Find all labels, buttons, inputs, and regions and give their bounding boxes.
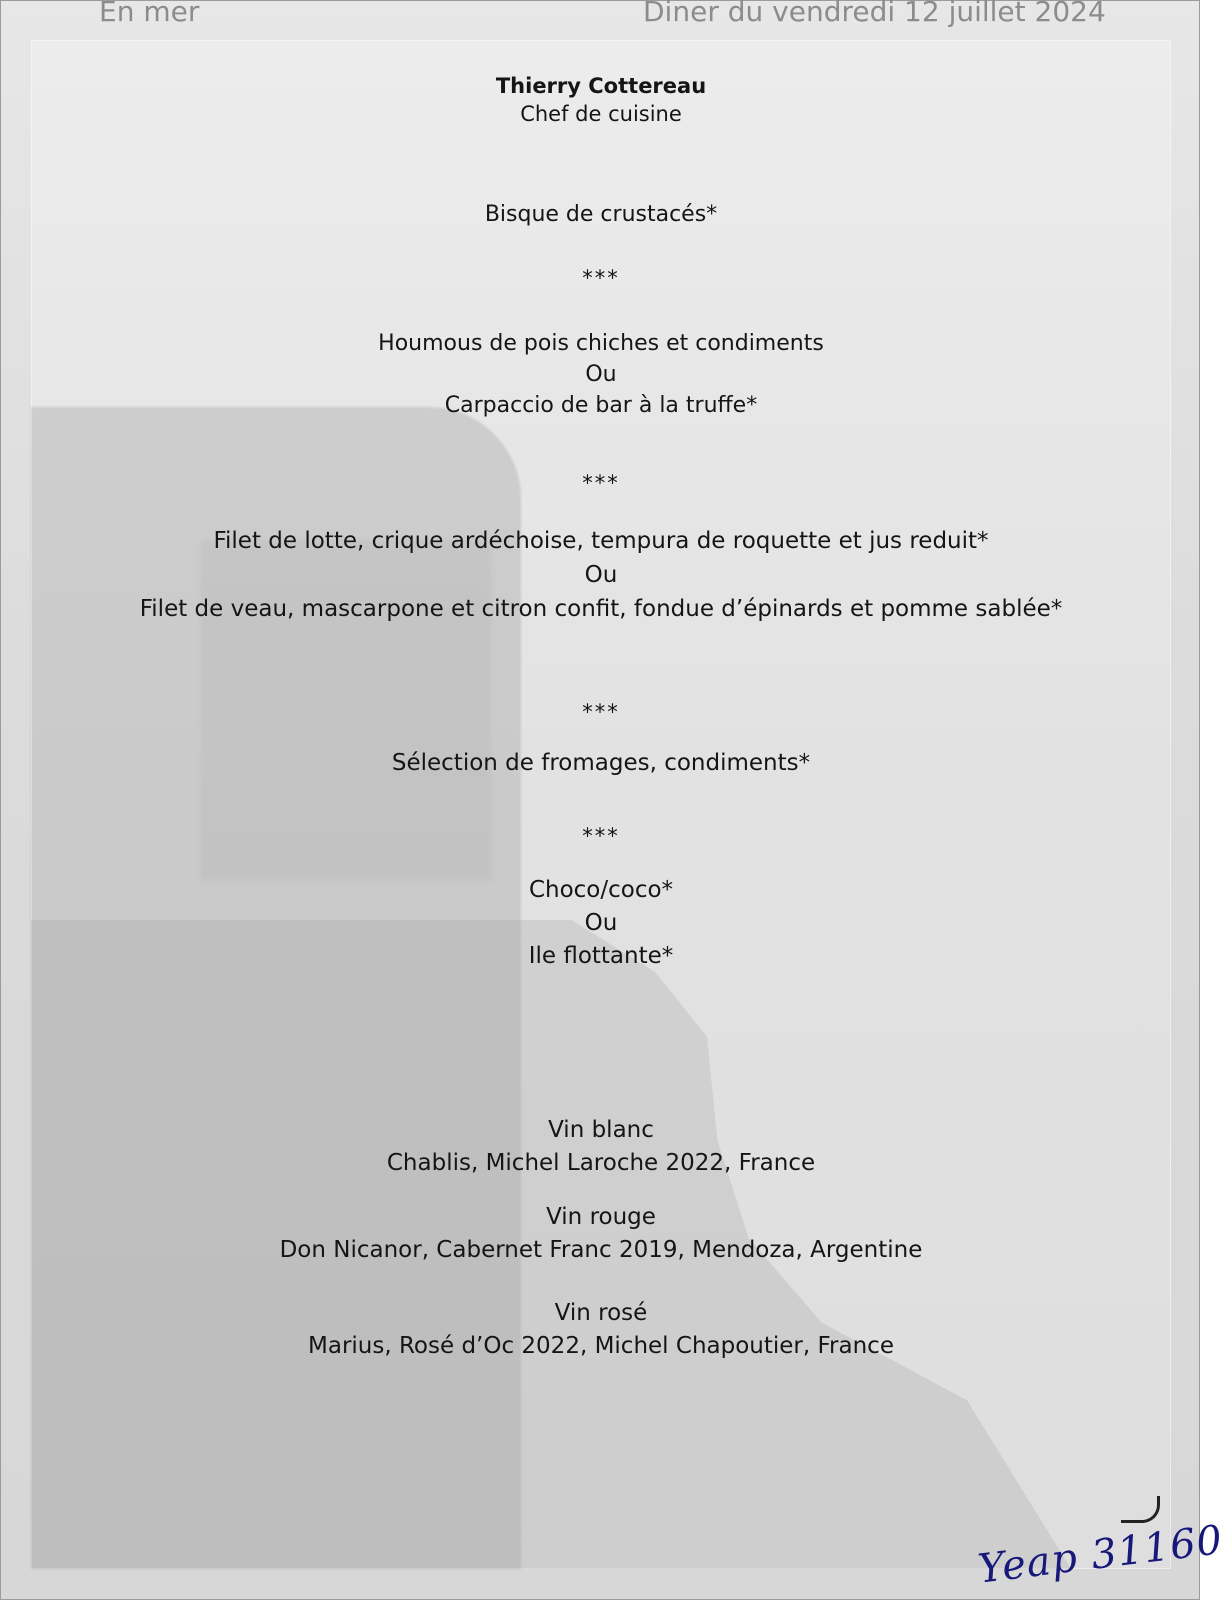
cheese-item: Sélection de fromages, condiments*	[391, 750, 811, 776]
menu-page	[31, 40, 1171, 1569]
appetizer-option-2: Carpaccio de bar à la truffe*	[444, 393, 758, 418]
red-wine-detail: Don Nicanor, Cabernet Franc 2019, Mendoza, Argentine	[279, 1237, 923, 1263]
main-option-2: Filet de veau, mascarpone et citron confit, fondue d’épinards et pomme sablée*	[139, 596, 1063, 622]
main-or: Ou	[584, 562, 618, 588]
main-option-1: Filet de lotte, crique ardéchoise, tempura de roquette et jus reduit*	[213, 528, 989, 554]
white-wine-title: Vin blanc	[548, 1117, 654, 1143]
appetizer-or: Ou	[585, 362, 617, 387]
dessert-or: Ou	[584, 910, 618, 936]
chef-name: Thierry Cottereau	[495, 74, 707, 98]
top-left-text: En mer	[99, 0, 200, 28]
top-right-text: Diner du vendredi 12 juillet 2024	[643, 0, 1106, 28]
rose-wine-title: Vin rosé	[554, 1300, 648, 1326]
dessert-option-2: Ile flottante*	[528, 943, 674, 969]
white-wine-detail: Chablis, Michel Laroche 2022, France	[386, 1150, 816, 1176]
dessert-option-1: Choco/coco*	[528, 877, 674, 903]
course-separator-3: ***	[582, 700, 620, 724]
chef-role: Chef de cuisine	[520, 102, 682, 126]
course-separator-1: ***	[582, 266, 620, 290]
photographer-watermark: Yeap 31160	[975, 1517, 1225, 1593]
menu-content	[31, 40, 1171, 1569]
red-wine-title: Vin rouge	[546, 1204, 656, 1230]
appetizer-option-1: Houmous de pois chiches et condiments	[378, 331, 824, 356]
starter-item: Bisque de crustacés*	[484, 202, 718, 227]
rose-wine-detail: Marius, Rosé d’Oc 2022, Michel Chapoutier, France	[308, 1333, 894, 1359]
course-separator-2: ***	[582, 471, 620, 495]
course-separator-4: ***	[582, 824, 620, 848]
